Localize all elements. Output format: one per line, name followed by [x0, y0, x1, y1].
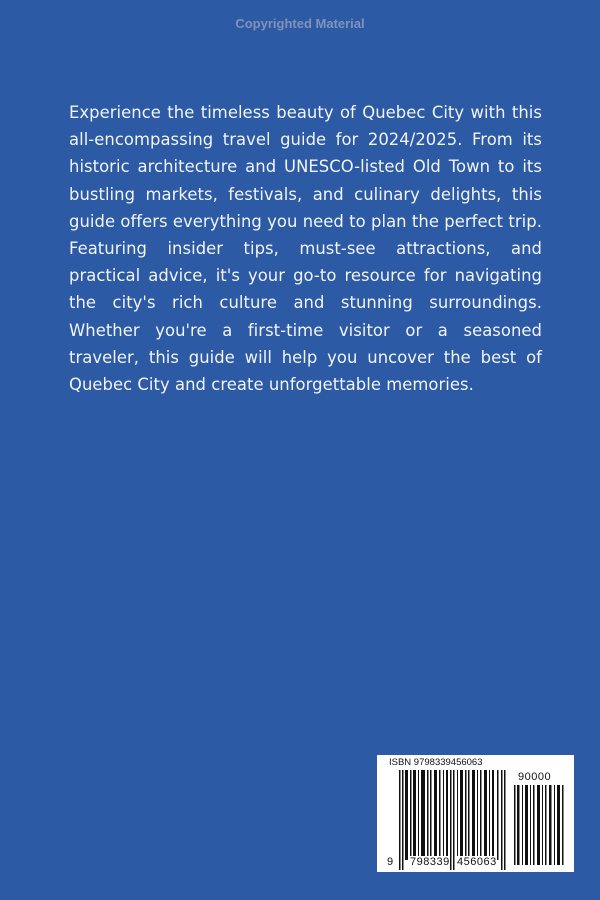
copyright-watermark: Copyrighted Material — [235, 16, 365, 31]
isbn-label: ISBN 9798339456063 — [389, 757, 483, 768]
barcode-digit-group-2: 456063 — [457, 856, 497, 868]
barcode-bars-icon — [399, 770, 507, 870]
addon-barcode-icon — [514, 785, 566, 865]
barcode-digit-group-1: 798339 — [410, 856, 450, 868]
back-cover-blurb: Experience the timeless beauty of Quebec City with this all-encompassing travel guide for 2024/2025. From its historic architecture and UNESCO-listed Old Town to its bustling markets, festivals, and culinary delights, this guide offers everything you need to plan the perfect trip. Featuring insider tips, must-see attractions, and practical advice, it's your go-to resource for navigating the city's rich culture and stunning surroundings. Whether you're a first-time visitor or a seasoned traveler, this guide will help you uncover the best of Quebec City and create unforgettable memories. — [69, 103, 542, 395]
isbn-barcode — [377, 755, 574, 872]
price-code: 90000 — [518, 771, 552, 783]
barcode-digit-prefix: 9 — [387, 856, 394, 868]
